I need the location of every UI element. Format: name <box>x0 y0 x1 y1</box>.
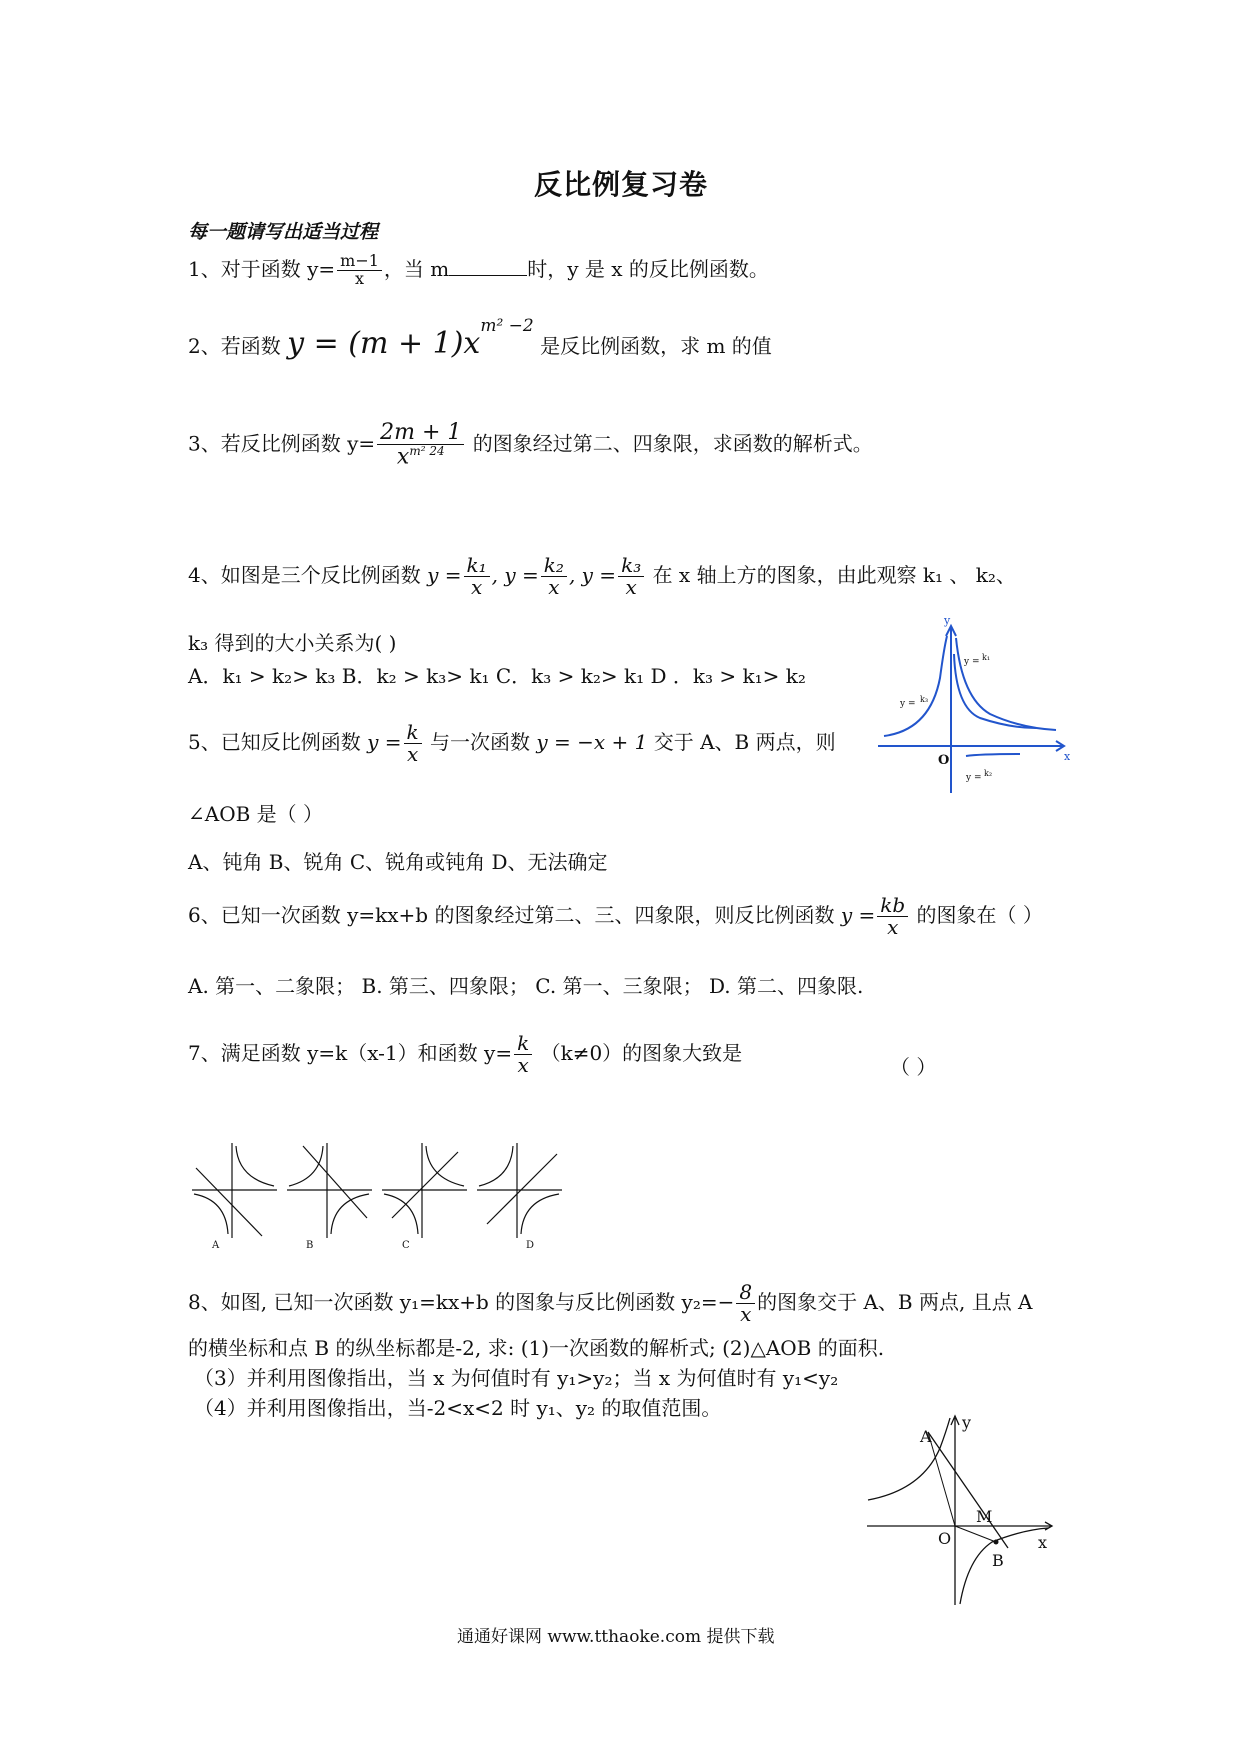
q6-y-eq: y = <box>840 903 876 927</box>
fig4-label-k3: y = <box>964 657 980 667</box>
q3-den-exponent: m² 24 <box>409 444 445 459</box>
q8-text-d: （3）并利用图像指出，当 x 为何值时有 y₁>y₂；当 x 为何值时有 y₁<y₂ <box>194 1366 839 1390</box>
fig4-k3-tag: k₃ <box>920 695 929 704</box>
fig4-x-label: x <box>1064 750 1070 763</box>
q6-num: kb <box>877 895 908 917</box>
q7-graph-b <box>287 1143 372 1238</box>
q7-text-b: （k≠0）的图象大致是 <box>540 1041 743 1065</box>
q4-fraction-3 <box>618 555 644 598</box>
q4-f2-num: k₂ <box>541 555 567 577</box>
q2-text-a: 2、若函数 <box>188 334 281 358</box>
question-2 <box>188 316 772 361</box>
q7-den: x <box>517 1053 529 1077</box>
q6-options: A. 第一、二象限； B. 第三、四象限； C. 第一、三象限； D. 第二、四象限. <box>188 974 864 998</box>
hyperbola-lower <box>960 1528 1048 1604</box>
fig8-point-b-label: B <box>992 1551 1004 1570</box>
question-1 <box>188 253 769 288</box>
q4-f3-num: k₃ <box>618 555 644 577</box>
q5-text-c: 交于 A、B 两点，则 <box>653 730 836 754</box>
q4-sep-1: , y = <box>491 563 539 587</box>
question-8 <box>188 1282 1033 1325</box>
question-4 <box>188 555 1016 598</box>
q6-fraction <box>877 895 908 938</box>
q4-options: A．k₁ > k₂> k₃ B．k₂ > k₃> k₁ C．k₃ > k₂> k₁ D ．k₃ > k₁> k₂ <box>188 664 806 688</box>
fig8-y-label: y <box>962 1413 972 1432</box>
q5-line-eq: y = −x + 1 <box>536 730 648 754</box>
q4-f1-num: k₁ <box>464 555 490 577</box>
question-7 <box>188 1033 742 1076</box>
q4-text-b: 在 x 轴上方的图象，由此观察 k₁ 、 k₂、 <box>652 563 1016 587</box>
q1-text-c: 时，y 是 x 的反比例函数。 <box>527 257 769 281</box>
q7-label-b: B <box>306 1240 314 1250</box>
q7-graph-c <box>382 1143 467 1238</box>
curve-k3 <box>956 638 1056 730</box>
q4-text-c: k₃ 得到的大小关系为( ) <box>188 631 397 655</box>
q7-graph-a <box>192 1143 277 1238</box>
instructions: 每一题请写出适当过程 <box>188 221 379 243</box>
q2-exponent: m² −2 <box>480 316 534 337</box>
q3-text-b: 的图象经过第二、四象限，求函数的解析式。 <box>472 431 873 456</box>
q1-denominator: x <box>355 269 365 288</box>
fig4-k2-tag: k₂ <box>984 769 993 778</box>
q2-formula: y = (m + 1)x <box>287 326 481 361</box>
fig8-origin-label: O <box>938 1529 952 1548</box>
q4-functions: y = <box>427 563 462 587</box>
q1-fraction <box>337 253 382 288</box>
question-5 <box>188 722 836 765</box>
q5-den: x <box>406 742 419 766</box>
page-title: 反比例复习卷 <box>534 168 709 201</box>
q5-fraction <box>404 722 422 765</box>
q3-denominator <box>377 445 464 468</box>
q8-text-a: 8、如图, 已知一次函数 y₁=kx+b 的图象与反比例函数 y₂=− <box>188 1290 735 1314</box>
question-3 <box>188 421 873 469</box>
q7-options-figure <box>192 1138 562 1250</box>
segment-oa <box>928 1432 955 1526</box>
footer-credit: 通通好课网 www.tthaoke.com 提供下载 <box>457 1627 775 1647</box>
q5-num: k <box>404 722 422 744</box>
q1-text-b: ，当 m <box>383 257 450 281</box>
q8-graph-figure <box>862 1408 1062 1608</box>
q7-label-a: A <box>212 1240 220 1250</box>
q8-den: x <box>740 1302 752 1326</box>
hyperbola-upper <box>868 1418 950 1500</box>
question-6 <box>188 895 1043 938</box>
curve-k1 <box>884 636 947 736</box>
q3-den-x: x <box>396 444 410 470</box>
q1-numerator: m−1 <box>337 253 382 271</box>
curve-k2 <box>966 754 1020 756</box>
q8-fraction <box>736 1282 755 1325</box>
fig4-y-label: y <box>944 618 951 627</box>
q4-sep-2: , y = <box>568 563 617 587</box>
q4-fraction-2 <box>541 555 567 598</box>
q1-text-a: 1、对于函数 y= <box>188 257 336 281</box>
q8-num: 8 <box>736 1282 755 1304</box>
q4-text-a: 4、如图是三个反比例函数 <box>188 563 421 587</box>
q6-den: x <box>887 915 899 939</box>
q4-f2-den: x <box>548 575 560 599</box>
fig8-point-m-label: M <box>976 1507 993 1526</box>
q5-y-eq: y = <box>367 730 402 754</box>
q7-fraction <box>514 1033 532 1076</box>
q7-answer-paren[interactable]: （ ） <box>890 1055 937 1079</box>
q4-f3-den: x <box>625 575 637 599</box>
q3-fraction <box>377 421 464 469</box>
q4-fraction-1 <box>464 555 490 598</box>
q3-numerator: 2m + 1 <box>377 421 464 445</box>
q5-text-a: 5、已知反比例函数 <box>188 730 361 754</box>
point-b <box>994 1540 999 1545</box>
q5-text-d: ∠AOB 是（ ） <box>188 802 324 826</box>
q7-label-c: C <box>402 1240 410 1250</box>
q7-num: k <box>514 1033 532 1055</box>
fig4-label-k2: y = <box>966 773 982 783</box>
q7-graph-d <box>477 1143 562 1238</box>
q2-text-b: 是反比例函数，求 m 的值 <box>540 334 772 358</box>
segment-ob <box>955 1526 996 1542</box>
fig4-k1-tag: k₁ <box>982 653 991 662</box>
q8-text-e: （4）并利用图像指出，当-2<x<2 时 y₁、y₂ 的取值范围。 <box>194 1396 722 1420</box>
q4-graph-figure <box>870 618 1070 798</box>
q4-f1-den: x <box>470 575 483 599</box>
q5-text-b: 与一次函数 <box>430 730 530 754</box>
q8-text-c: 的横坐标和点 B 的纵坐标都是-2, 求: (1)一次函数的解析式; (2)△AOB 的面积. <box>188 1336 885 1360</box>
q6-text-b: 的图象在（ ） <box>916 903 1043 927</box>
fig8-x-label: x <box>1038 1533 1048 1552</box>
q7-text-a: 7、满足函数 y=k（x-1）和函数 y= <box>188 1041 513 1065</box>
q3-text-a: 3、若反比例函数 y= <box>188 431 376 456</box>
q8-text-b: 的图象交于 A、B 两点, 且点 A <box>757 1290 1033 1314</box>
fig8-point-a-label: A <box>920 1427 932 1446</box>
q7-label-d: D <box>526 1240 535 1250</box>
q1-answer-blank[interactable] <box>449 257 527 276</box>
q5-options: A、钝角 B、锐角 C、锐角或钝角 D、无法确定 <box>188 850 608 874</box>
q6-text-a: 6、已知一次函数 y=kx+b 的图象经过第二、三、四象限，则反比例函数 <box>188 903 835 927</box>
fig4-label-k1: y = <box>900 699 916 709</box>
fig4-origin-label: O <box>938 753 950 768</box>
